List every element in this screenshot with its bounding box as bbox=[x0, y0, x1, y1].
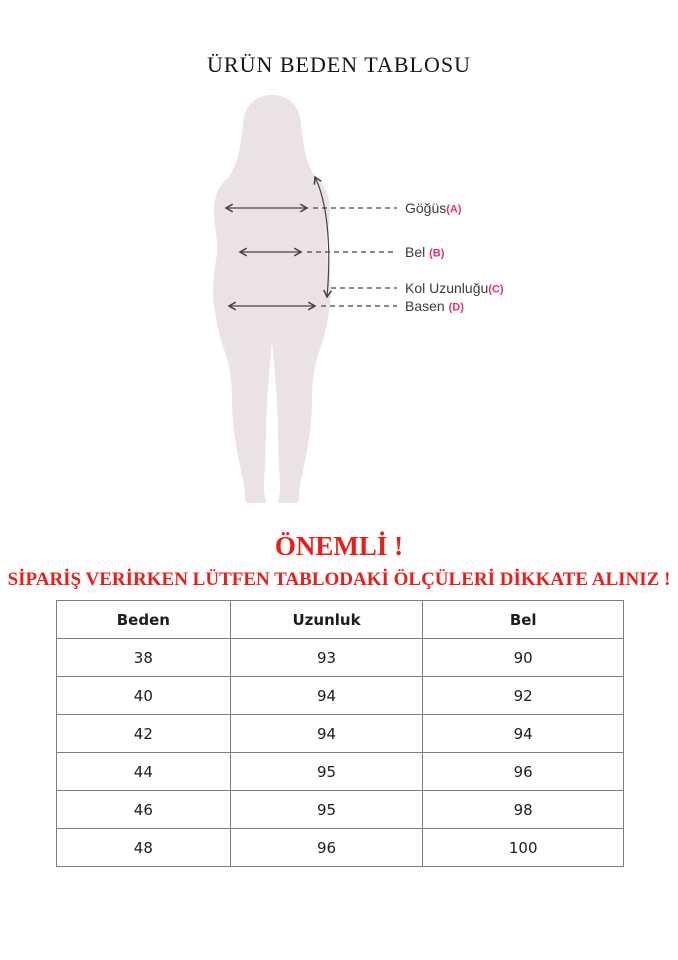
cell-waist: 92 bbox=[423, 677, 624, 715]
cell-size: 48 bbox=[57, 829, 231, 867]
cell-size: 38 bbox=[57, 639, 231, 677]
cell-length: 94 bbox=[230, 677, 423, 715]
important-heading: ÖNEMLİ ! bbox=[274, 531, 404, 561]
table-row bbox=[57, 791, 624, 829]
cell-waist: 90 bbox=[423, 639, 624, 677]
cell-waist: 94 bbox=[423, 715, 624, 753]
female-body-silhouette bbox=[213, 95, 331, 503]
label-chest bbox=[405, 200, 462, 216]
label-hip-letter: (D) bbox=[448, 301, 464, 314]
cell-size: 42 bbox=[57, 715, 231, 753]
important-subheading: SİPARİŞ VERİRKEN LÜTFEN TABLODAKİ ÖLÇÜLERİ DİKKATE ALINIZ ! bbox=[7, 569, 671, 590]
cell-length: 94 bbox=[230, 715, 423, 753]
label-chest-letter: (A) bbox=[446, 203, 462, 216]
label-waist-letter: (B) bbox=[429, 247, 445, 260]
size-table bbox=[56, 600, 624, 867]
cell-length: 95 bbox=[230, 791, 423, 829]
label-waist-text: Bel bbox=[405, 244, 426, 260]
table-row bbox=[57, 829, 624, 867]
label-hip bbox=[405, 298, 464, 314]
cell-size: 40 bbox=[57, 677, 231, 715]
cell-length: 95 bbox=[230, 753, 423, 791]
cell-length: 96 bbox=[230, 829, 423, 867]
table-row bbox=[57, 753, 624, 791]
label-hip-text: Basen bbox=[405, 298, 445, 314]
label-chest-text: Göğüs bbox=[405, 200, 447, 216]
cell-size: 46 bbox=[57, 791, 231, 829]
cell-waist: 98 bbox=[423, 791, 624, 829]
cell-waist: 100 bbox=[423, 829, 624, 867]
cell-length: 93 bbox=[230, 639, 423, 677]
label-arm-length bbox=[405, 280, 504, 296]
header-length: Uzunluk bbox=[230, 601, 423, 639]
table-row bbox=[57, 639, 624, 677]
label-arm-length-text: Kol Uzunluğu bbox=[405, 280, 489, 296]
table-row bbox=[57, 715, 624, 753]
body-measurement-diagram bbox=[150, 80, 420, 520]
cell-waist: 96 bbox=[423, 753, 624, 791]
header-waist: Bel bbox=[423, 601, 624, 639]
label-waist bbox=[405, 244, 444, 260]
label-arm-length-letter: (C) bbox=[488, 283, 504, 296]
page-title: ÜRÜN BEDEN TABLOSU bbox=[207, 52, 471, 77]
cell-size: 44 bbox=[57, 753, 231, 791]
table-row bbox=[57, 677, 624, 715]
header-size: Beden bbox=[57, 601, 231, 639]
size-table-header-row bbox=[57, 601, 624, 639]
